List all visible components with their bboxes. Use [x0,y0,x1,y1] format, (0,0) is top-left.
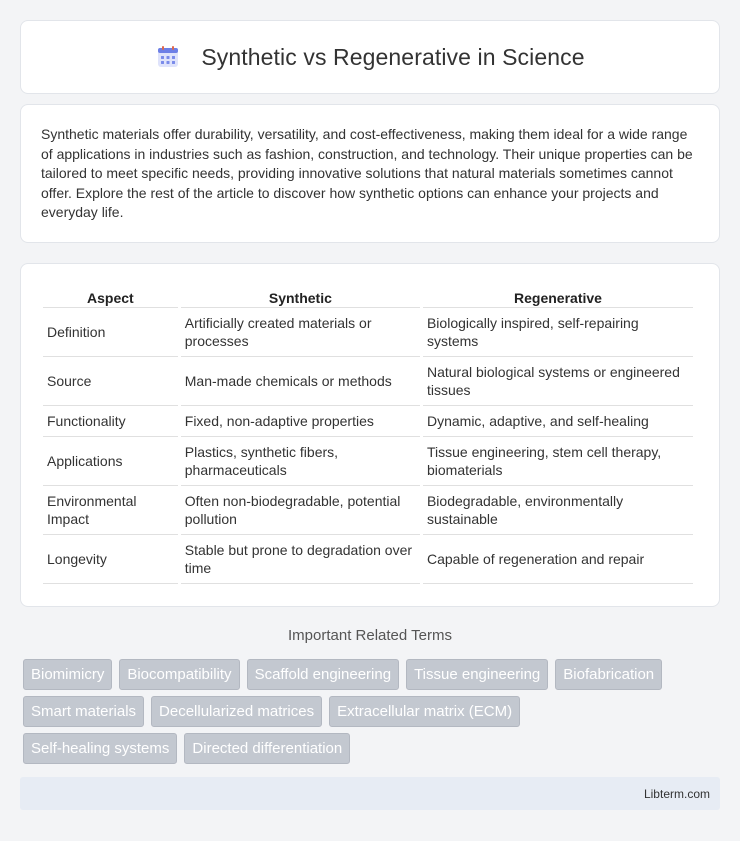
table-cell: Definition [43,308,178,357]
table-cell: Biologically inspired, self-repairing systems [423,308,693,357]
tag-row [23,733,723,764]
tag-row [23,696,723,727]
table-cell: Stable but prone to degradation over time [181,535,420,584]
tag-row [23,659,723,690]
table-cell: Source [43,357,178,406]
comparison-table-card [20,263,720,607]
table-cell: Natural biological systems or engineered tissues [423,357,693,406]
table-cell: Applications [43,437,178,486]
column-header-aspect: Aspect [43,284,178,308]
column-header-regenerative: Regenerative [423,284,693,308]
footer [20,777,720,810]
intro-card [20,104,720,243]
table-cell: Man-made chemicals or methods [181,357,420,406]
page-title: Synthetic vs Regenerative in Science [201,43,585,70]
related-terms-heading: Important Related Terms [288,627,452,644]
table-cell: Tissue engineering, stem cell therapy, biomaterials [423,437,693,486]
tag-smart-materials[interactable]: Smart materials [23,696,144,727]
tag-tissue-engineering[interactable]: Tissue engineering [406,659,548,690]
tag-biomimicry[interactable]: Biomimicry [23,659,112,690]
table-cell: Longevity [43,535,178,584]
column-header-synthetic: Synthetic [181,284,420,308]
tag-scaffold-engineering[interactable]: Scaffold engineering [247,659,400,690]
table-cell: Plastics, synthetic fibers, pharmaceuticals [181,437,420,486]
footer-site-link[interactable]: Libterm.com [643,786,710,801]
table-row [43,486,693,535]
table-row [43,437,693,486]
tag-directed-differentiation[interactable]: Directed differentiation [184,733,350,764]
tag-decellularized-matrices[interactable]: Decellularized matrices [151,696,322,727]
table-cell: Capable of regeneration and repair [423,535,693,584]
table-cell: Artificially created materials or processes [181,308,420,357]
table-row [43,535,693,584]
tag-extracellular-matrix[interactable]: Extracellular matrix (ECM) [329,696,520,727]
tag-biocompatibility[interactable]: Biocompatibility [119,659,239,690]
table-cell: Dynamic, adaptive, and self-healing [423,406,693,437]
tag-biofabrication[interactable]: Biofabrication [555,659,662,690]
comparison-table [40,284,696,584]
table-row [43,406,693,437]
tag-self-healing-systems[interactable]: Self-healing systems [23,733,177,764]
intro-text: Synthetic materials offer durability, versatility, and cost-effectiveness, making them ideal for a wide range of applications in industries such as fashion, construction, and technology. Their unique properties can be tailored to meet specific needs, providing innovative solutions that natural materials sometimes cannot offer. Explore the rest of the article to discover how synthetic options can enhance your projects and everyday life. [41,126,693,220]
table-row [43,308,693,357]
table-cell: Environmental Impact [43,486,178,535]
related-terms-list [23,659,723,770]
title-card [20,20,720,94]
table-cell: Biodegradable, environmentally sustainable [423,486,693,535]
table-cell: Functionality [43,406,178,437]
table-row [43,357,693,406]
table-cell: Often non-biodegradable, potential pollution [181,486,420,535]
table-header-row [43,284,693,308]
calendar-icon [155,44,181,70]
table-cell: Fixed, non-adaptive properties [181,406,420,437]
